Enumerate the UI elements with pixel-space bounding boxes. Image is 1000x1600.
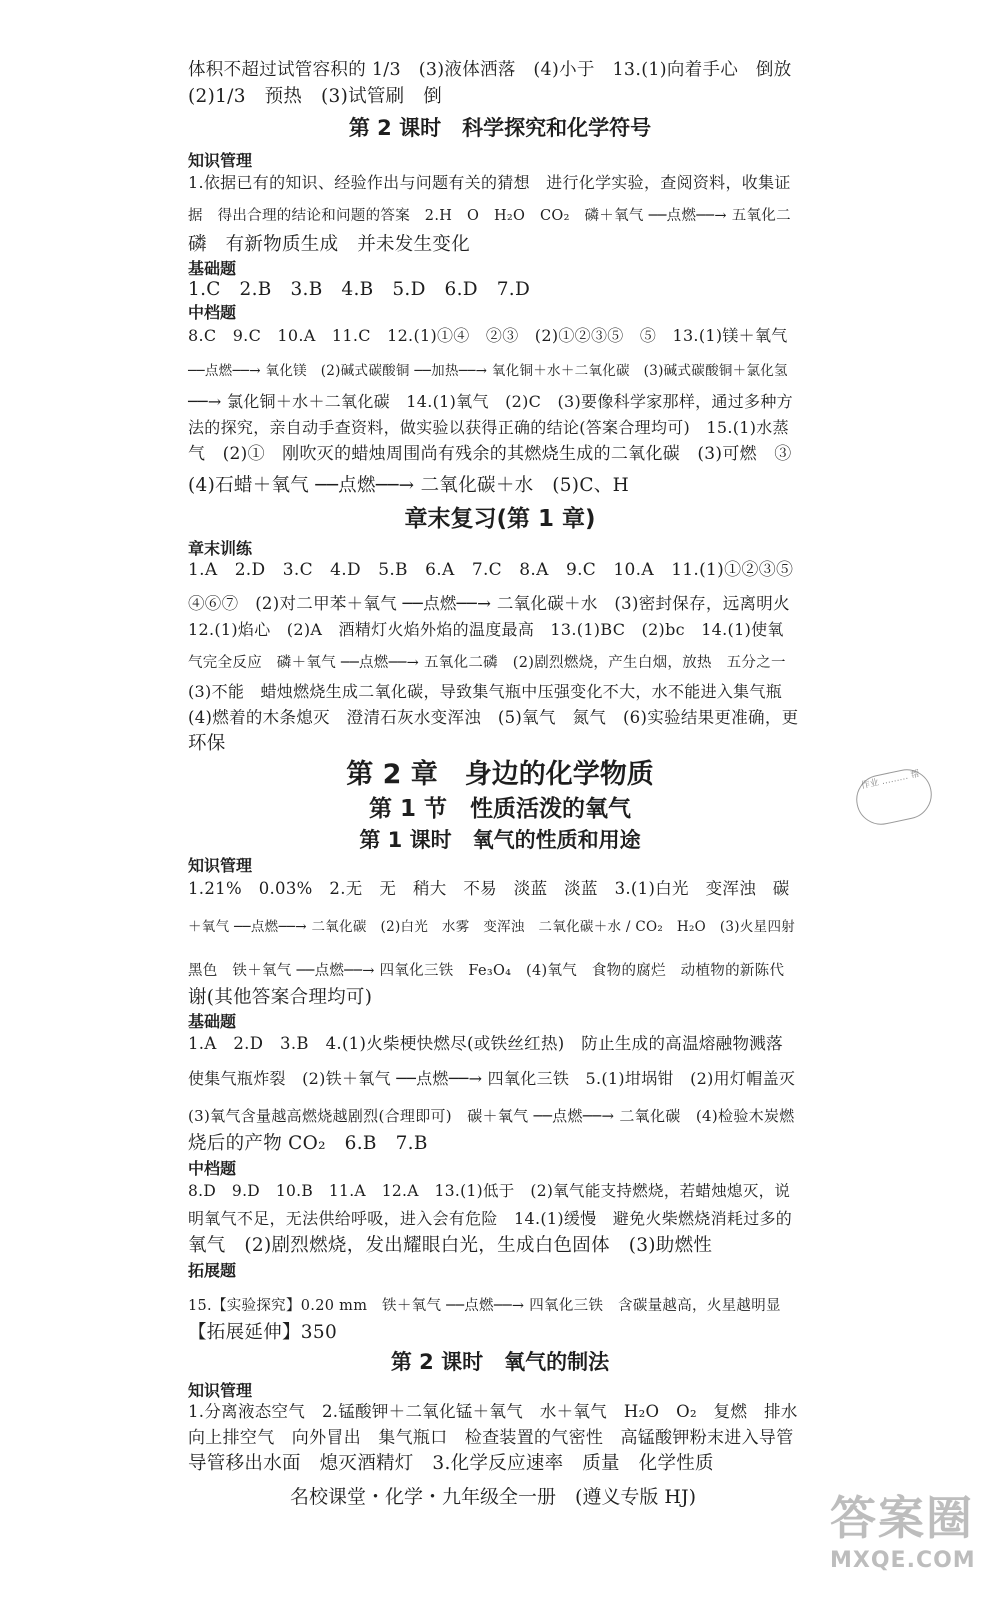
answer-line: (3)不能 蜡烛燃烧生成二氧化碳，导致集气瓶中压强变化不大，水不能进入集气瓶	[188, 682, 783, 701]
answer-line: 黑色 铁＋氧气 ──点燃──→ 四氧化三铁 Fe₃O₄ (4)氧气 食物的腐烂 动植物的新陈代	[188, 963, 785, 979]
answer-line: (4)燃着的木条熄灭 澄清石灰水变浑浊 (5)氧气 氮气 (6)实验结果更准确，更	[188, 708, 799, 727]
section-label: 知识管理	[188, 1381, 253, 1400]
answer-line: 明氧气不足，无法供给呼吸，进入会有危险 14.(1)缓慢 避免火柴燃烧消耗过多的	[188, 1209, 793, 1228]
answer-line: 谢(其他答案合理均可)	[188, 987, 373, 1008]
section-label: 基础题	[188, 259, 237, 278]
stamp-logo: 作业 ……… 帮	[852, 765, 937, 830]
answer-line: ＋氧气 ──点燃──→ 二氧化碳 (2)白光 水雾 变浑浊 二氧化碳＋水 / CO₂ H₂O (3)火星四射	[188, 919, 796, 935]
answer-line: (2)1/3 预热 (3)试管刷 倒	[188, 86, 443, 107]
section-label: 章末训练	[188, 539, 253, 558]
section-label: 基础题	[188, 1012, 237, 1031]
answer-line: 烧后的产物 CO₂ 6.B 7.B	[188, 1133, 428, 1154]
answer-line: 据 得出合理的结论和问题的答案 2.H O H₂O CO₂ 磷＋氧气 ──点燃──→ 五氧化二	[188, 208, 791, 224]
section-label: 中档题	[188, 1159, 237, 1178]
answer-line: 向上排空气 向外冒出 集气瓶口 检查装置的气密性 高锰酸钾粉末进入导管	[188, 1428, 794, 1448]
answer-line: 气 (2)① 刚吹灭的蜡烛周围尚有残余的其燃烧生成的二氧化碳 (3)可燃 ③	[188, 444, 792, 464]
answer-line: 1.分离液态空气 2.锰酸钾＋二氧化锰＋氧气 水＋氧气 H₂O O₂ 复燃 排水	[188, 1402, 798, 1421]
answer-line: 1.A 2.D 3.B 4.(1)火柴梗快燃尽(或铁丝红热) 防止生成的高温熔融物溅落	[188, 1034, 783, 1053]
section-label: 知识管理	[188, 151, 253, 170]
answer-line: 12.(1)焰心 (2)A 酒精灯火焰外焰的温度最高 13.(1)BC (2)bc 14.(1)使氧	[188, 620, 784, 639]
answer-line: 氧气 (2)剧烈燃烧，发出耀眼白光，生成白色固体 (3)助燃性	[188, 1235, 713, 1256]
chapter-title: 第 2 章 身边的化学物质	[346, 759, 654, 790]
answer-line: ④⑥⑦ (2)对二甲苯＋氧气 ──点燃──→ 二氧化碳＋水 (3)密封保存，远离明火	[188, 594, 790, 613]
watermark-logo: 答案圈 MXQE.COM	[830, 1491, 976, 1573]
page-footer: 名校课堂・化学・九年级全一册 (遵义专版 HJ)	[289, 1486, 697, 1508]
answer-line: 1.A 2.D 3.C 4.D 5.B 6.A 7.C 8.A 9.C 10.A 11.(1)①②③⑤	[188, 560, 794, 580]
chapter-review-heading: 章末复习(第 1 章)	[404, 506, 596, 532]
lesson-heading: 第 2 课时 科学探究和化学符号	[348, 116, 652, 140]
answer-line: 15.【实验探究】0.20 mm 铁＋氧气 ──点燃──→ 四氧化三铁 含碳量越高，火星越明显	[188, 1298, 781, 1314]
answer-line: 8.C 9.C 10.A 11.C 12.(1)①④ ②③ (2)①②③⑤ ⑤ 13.(1)镁＋氧气	[188, 326, 788, 345]
answer-line: (4)石蜡＋氧气 ──点燃──→ 二氧化碳＋水 (5)C、H	[188, 475, 630, 496]
answer-line: 8.D 9.D 10.B 11.A 12.A 13.(1)低于 (2)氧气能支持燃烧，若蜡烛熄灭，说	[188, 1182, 791, 1200]
answer-line: (3)氧气含量越高燃烧越剧烈(合理即可) 碳＋氧气 ──点燃──→ 二氧化碳 (4)检验木炭燃	[188, 1107, 795, 1125]
answer-line: 气完全反应 磷＋氧气 ──点燃──→ 五氧化二磷 (2)剧烈燃烧，产生白烟，放热 五分之一	[188, 655, 786, 671]
answer-line: ──→ 氯化铜＋水＋二氧化碳 14.(1)氧气 (2)C (3)要像科学家那样，通过多种方	[188, 392, 793, 411]
lesson-heading: 第 1 课时 氧气的性质和用途	[359, 828, 641, 852]
section-label: 拓展题	[188, 1261, 237, 1280]
answer-line: 导管移出水面 熄灭酒精灯 3.化学反应速率 质量 化学性质	[188, 1453, 714, 1474]
answer-line: 1.C 2.B 3.B 4.B 5.D 6.D 7.D	[188, 279, 531, 300]
answer-line: 1.依据已有的知识、经验作出与问题有关的猜想 进行化学实验，查阅资料，收集证	[188, 173, 791, 192]
answer-line: 环保	[188, 733, 226, 754]
answer-line: 使集气瓶炸裂 (2)铁＋氧气 ──点燃──→ 四氧化三铁 5.(1)坩埚钳 (2)用灯帽盖灭	[188, 1069, 796, 1088]
answer-line: 法的探究，亲自动手查资料，做实验以获得正确的结论(答案合理均可) 15.(1)水蒸	[188, 418, 789, 437]
answer-line: 磷 有新物质生成 并未发生变化	[188, 234, 471, 255]
answer-line: ──点燃──→ 氧化镁 (2)碱式碳酸铜 ──加热──→ 氧化铜＋水＋二氧化碳 (3)碱式碳酸铜＋氯化氢	[188, 363, 788, 379]
section-title: 第 1 节 性质活泼的氧气	[368, 796, 632, 822]
section-label: 知识管理	[188, 856, 253, 875]
section-label: 中档题	[188, 303, 237, 322]
lesson-heading: 第 2 课时 氧气的制法	[390, 1350, 610, 1374]
answer-line: 【拓展延伸】350	[188, 1322, 338, 1343]
answer-line: 体积不超过试管容积的 1/3 (3)液体洒落 (4)小于 13.(1)向着手心 倒放	[188, 60, 792, 80]
answer-line: 1.21% 0.03% 2.无 无 稍大 不易 淡蓝 淡蓝 3.(1)白光 变浑浊 碳	[188, 879, 790, 898]
